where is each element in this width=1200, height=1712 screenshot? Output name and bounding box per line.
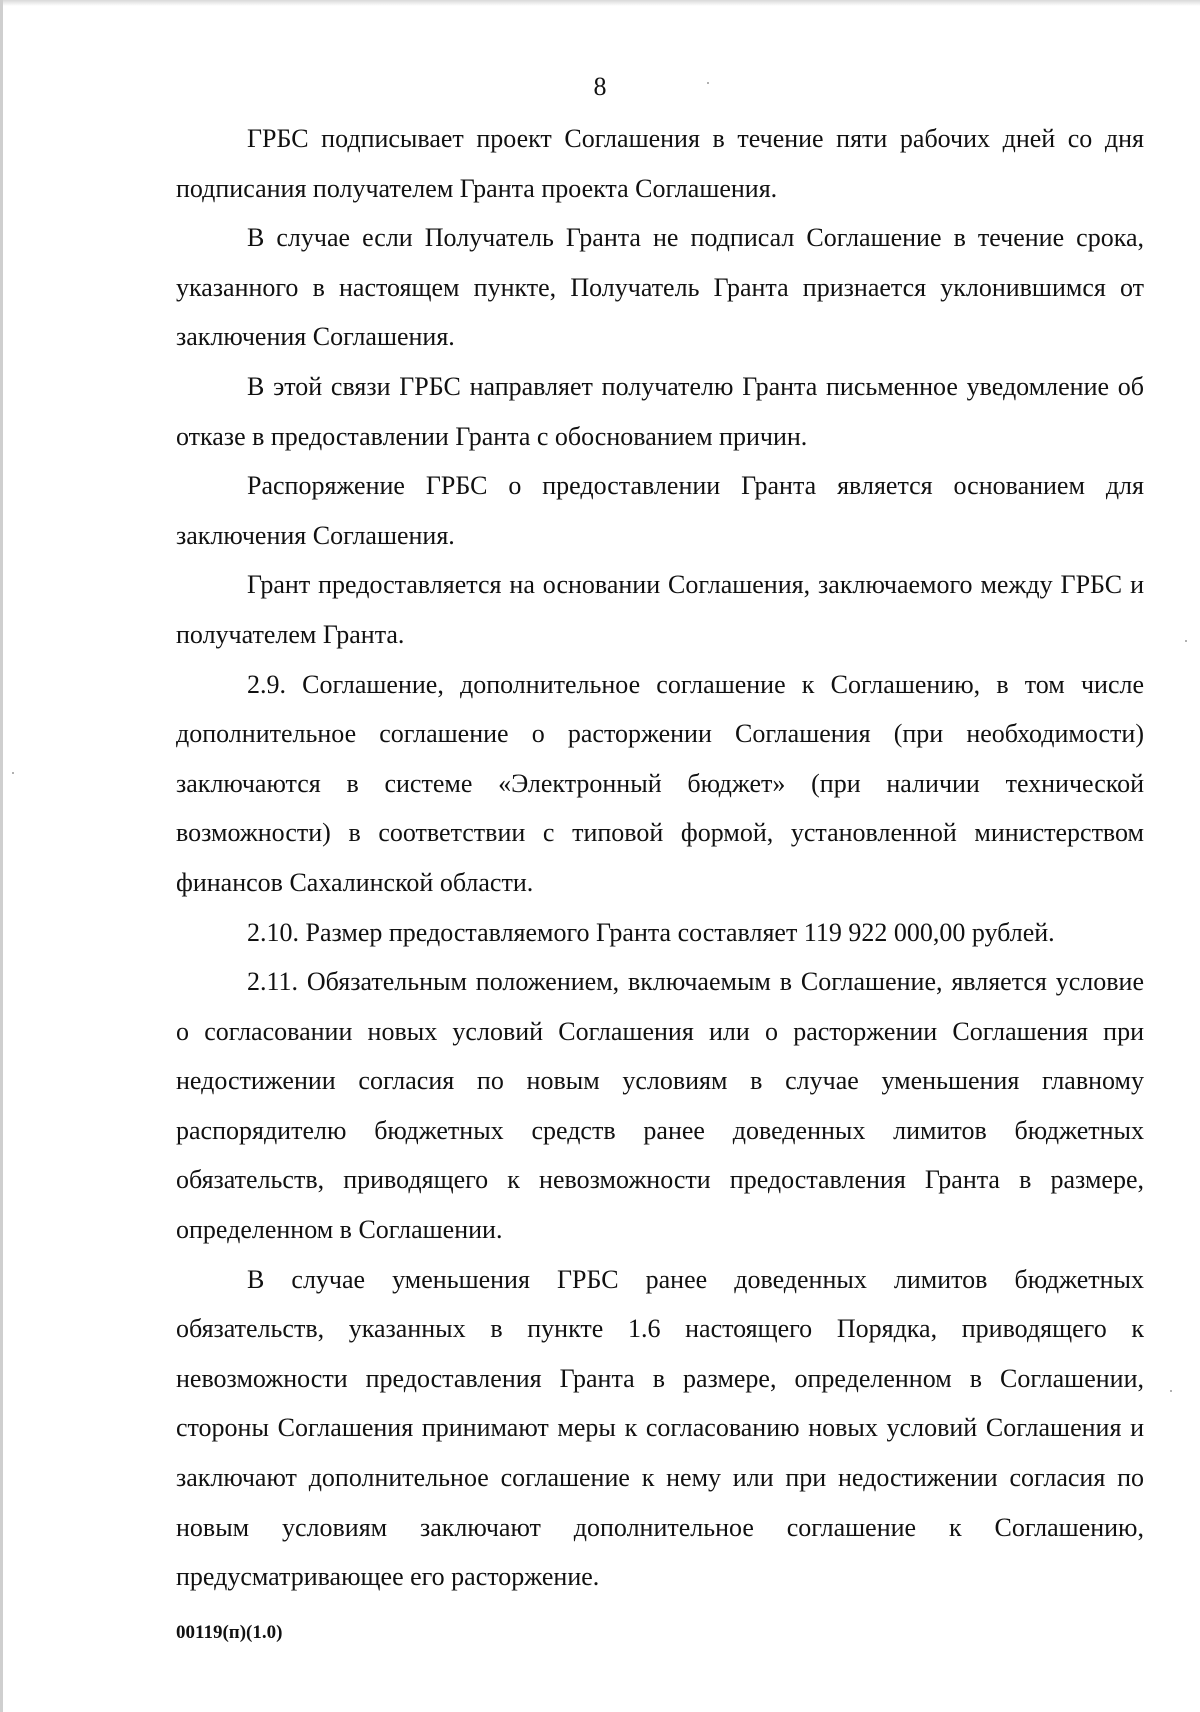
- footer-document-code: 00119(п)(1.0): [176, 1622, 283, 1643]
- scan-edge-left: [0, 0, 3, 1712]
- scan-speck: [12, 772, 14, 774]
- paragraph-2-9: 2.9. Соглашение, дополнительное соглашение к Соглашению, в том числе дополнительное соглашение о расторжении Соглашения (при необходимости) заключаются в системе «Электронный бюджет» (при наличии технической возможности) в соответствии с типовой формой, установленной министерством финансов Сахалинской области.: [176, 669, 1144, 897]
- paragraph: ГРБС подписывает проект Соглашения в течение пяти рабочих дней со дня подписания получателем Гранта проекта Соглашения.: [176, 124, 1144, 203]
- paragraph: Грант предоставляется на основании Соглашения, заключаемого между ГРБС и получателем Гранта.: [176, 570, 1144, 649]
- scan-speck: [1170, 1390, 1172, 1392]
- paragraph: В случае уменьшения ГРБС ранее доведенных лимитов бюджетных обязательств, указанных в пункте 1.6 настоящего Порядка, приводящего к невозможности предоставления Гранта в размере, определенном в Соглашении, стороны Соглашения принимают меры к согласованию новых условий Соглашения и заключают дополнительное соглашение к нему или при недостижении согласия по новым условиям заключают дополнительное соглашение к Соглашению, предусматривающее его расторжение.: [176, 1264, 1144, 1592]
- paragraph-2-11: 2.11. Обязательным положением, включаемым в Соглашение, является условие о согласовании новых условий Соглашения или о расторжении Соглашения при недостижении согласия по новым условиям в случае уменьшения главному распорядителю бюджетных средств ранее доведенных лимитов бюджетных обязательств, приводящего к невозможности предоставления Гранта в размере, определенном в Соглашении.: [176, 967, 1144, 1245]
- document-body: [176, 114, 1144, 1602]
- scan-speck: [1185, 640, 1187, 642]
- paragraph: Распоряжение ГРБС о предоставлении Гранта является основанием для заключения Соглашения.: [176, 471, 1144, 550]
- paragraph: В этой связи ГРБС направляет получателю Гранта письменное уведомление об отказе в предоставлении Гранта с обоснованием причин.: [176, 371, 1144, 451]
- scan-edge-top: [0, 0, 1200, 6]
- paragraph: В случае если Получатель Гранта не подписал Соглашение в течение срока, указанного в настоящем пункте, Получатель Гранта признается уклонившимся от заключения Соглашения.: [176, 223, 1144, 352]
- paragraph-2-10: 2.10. Размер предоставляемого Гранта составляет 119 922 000,00 рублей.: [247, 917, 1055, 947]
- page-number: 8: [593, 72, 607, 101]
